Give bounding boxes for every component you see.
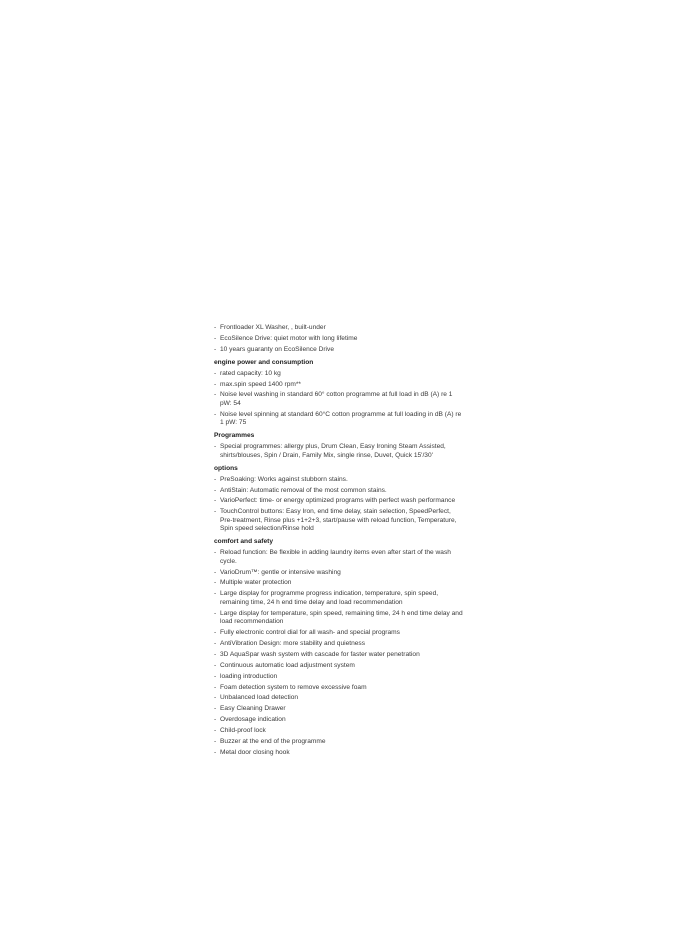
spec-item: - Child-proof lock — [214, 727, 464, 736]
spec-item: - rated capacity: 10 kg — [214, 370, 464, 379]
spec-item: - Large display for temperature, spin speed, remaining time, 24 h end time delay and load recommendation — [214, 610, 464, 627]
spec-item: - max.spin speed 1400 rpm** — [214, 381, 464, 390]
section-heading: Programmes — [214, 432, 255, 440]
spec-item: - Noise level spinning at standard 60°C cotton programme at full loading in dB (A) re 1 pW: 75 — [214, 411, 464, 428]
product-spec-list — [214, 324, 464, 760]
spec-item: - loading introduction — [214, 673, 464, 682]
spec-item: - VarioPerfect: time- or energy optimized programs with perfect wash performance — [214, 497, 464, 506]
spec-section — [214, 465, 464, 534]
spec-section — [214, 432, 464, 460]
spec-item: - Buzzer at the end of the programme — [214, 738, 464, 747]
spec-item: - 3D AquaSpar wash system with cascade for faster water penetration — [214, 651, 464, 660]
spec-item: - Multiple water protection — [214, 579, 464, 588]
intro-item: - Frontloader XL Washer, , built-under — [214, 324, 464, 333]
spec-item: - TouchControl buttons: Easy Iron, end time delay, stain selection, SpeedPerfect, Pre-treatment, Rinse plus +1+2+3, start/pause with reload function, Temperature, Spin speed selection/Rinse hold — [214, 508, 464, 534]
spec-item: - PreSoaking: Works against stubborn stains. — [214, 476, 464, 485]
spec-item: - AntiVibration Design: more stability and quietness — [214, 640, 464, 649]
intro-item: - 10 years guaranty on EcoSilence Drive — [214, 346, 464, 355]
spec-item: - VarioDrum™: gentle or intensive washing — [214, 569, 464, 578]
spec-item: - Overdosage indication — [214, 716, 464, 725]
section-heading: options — [214, 464, 238, 472]
spec-item: - AntiStain: Automatic removal of the most common stains. — [214, 487, 464, 496]
intro-group — [214, 324, 464, 354]
spec-item: - Reload function: Be flexible in adding laundry items even after start of the wash cycle. — [214, 549, 464, 566]
spec-section — [214, 538, 464, 757]
spec-item: - Fully electronic control dial for all wash- and special programs — [214, 629, 464, 638]
spec-item: - Noise level washing in standard 60° cotton programme at full load in dB (A) re 1 pW: 54 — [214, 391, 464, 408]
spec-item: - Special programmes: allergy plus, Drum Clean, Easy Ironing Steam Assisted, shirts/blouses, Spin / Drain, Family Mix, single rinse, Duvet, Quick 15'/30' — [214, 443, 464, 460]
section-heading: engine power and consumption — [214, 358, 314, 366]
spec-item: - Easy Cleaning Drawer — [214, 705, 464, 714]
spec-item: - Continuous automatic load adjustment system — [214, 662, 464, 671]
spec-item: - Metal door closing hook — [214, 749, 464, 758]
spec-item: - Unbalanced load detection — [214, 694, 464, 703]
spec-item: - Large display for programme progress indication, temperature, spin speed, remaining time, 24 h end time delay and load recommendation — [214, 590, 464, 607]
spec-section — [214, 359, 464, 428]
section-heading: comfort and safety — [214, 538, 273, 546]
spec-item: - Foam detection system to remove excessive foam — [214, 684, 464, 693]
intro-item: - EcoSilence Drive: quiet motor with long lifetime — [214, 335, 464, 344]
